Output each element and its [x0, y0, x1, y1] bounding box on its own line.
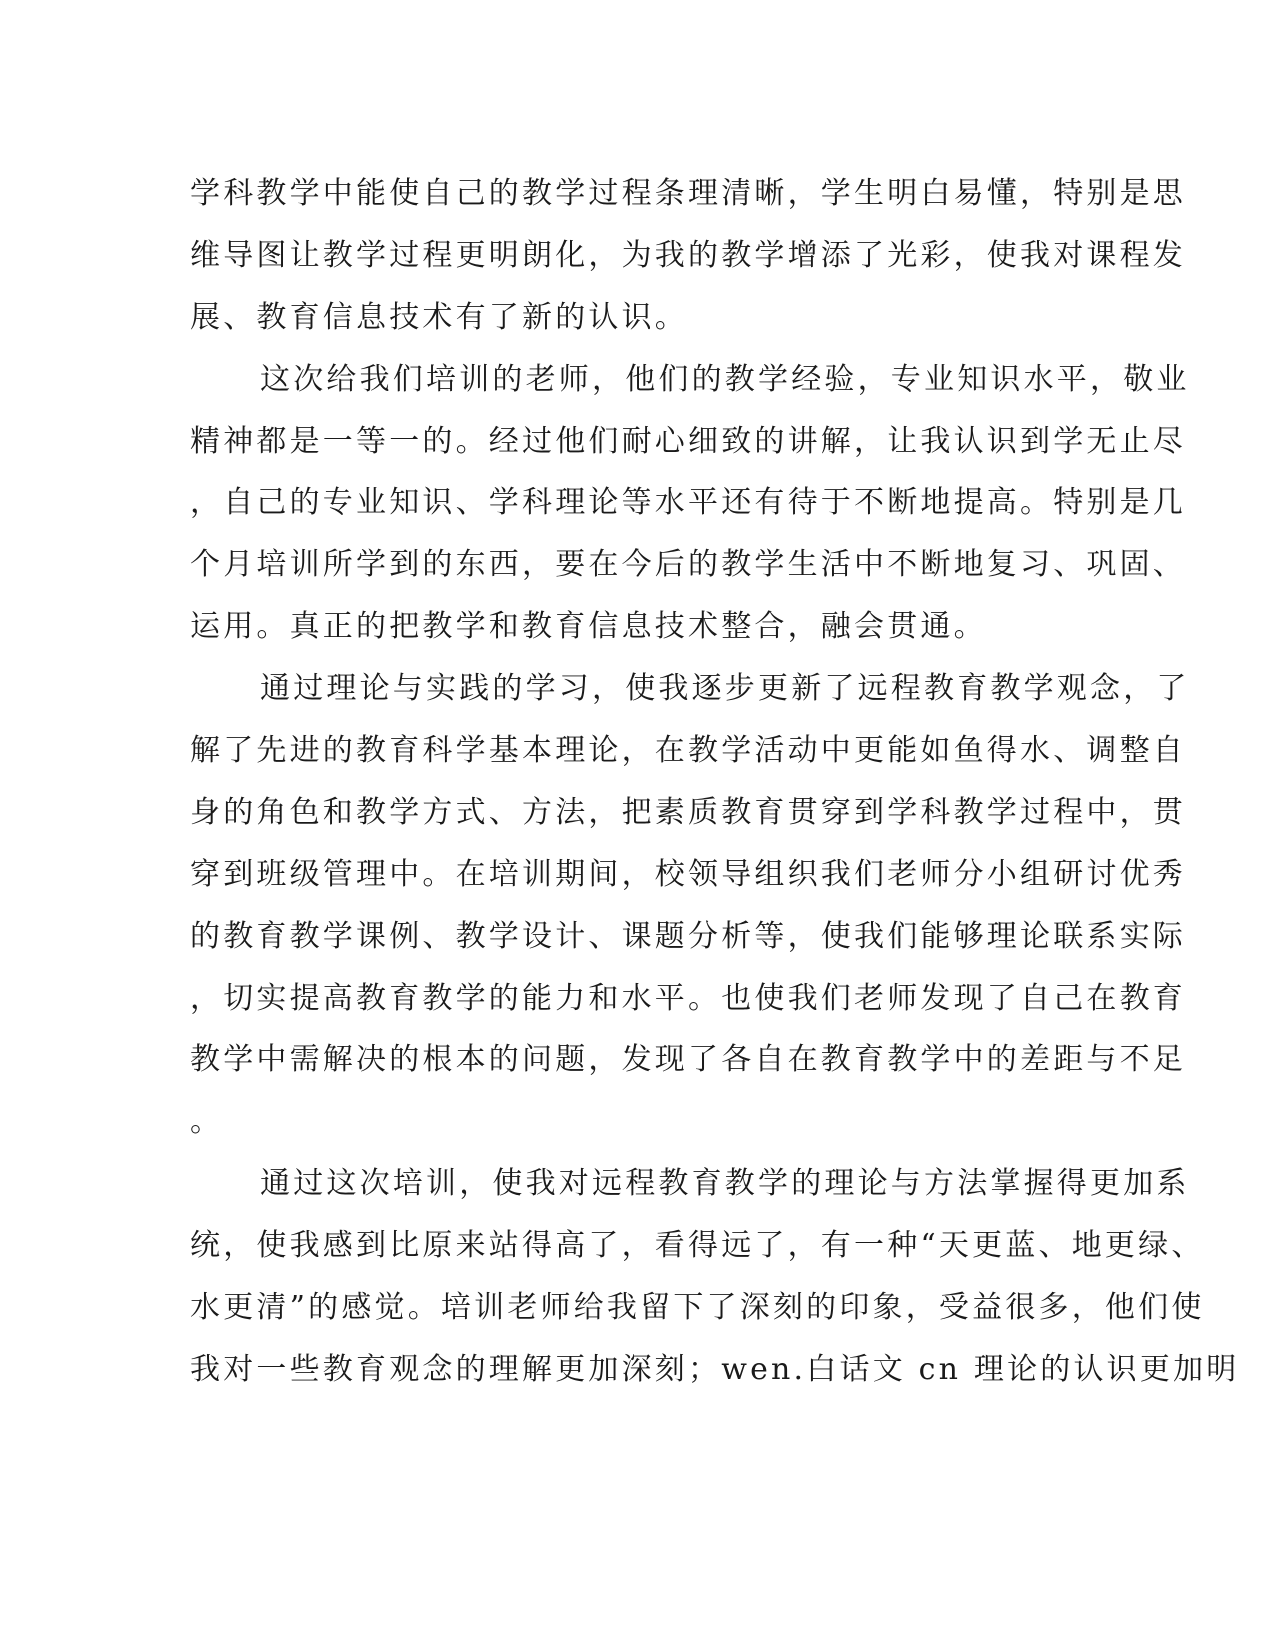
text-line: ，自己的专业知识、学科理论等水平还有待于不断地提高。特别是几: [190, 485, 1186, 521]
text-line: 身的角色和教学方式、方法，把素质教育贯穿到学科教学过程中，贯: [190, 794, 1186, 830]
text-line: 水更清”的感觉。培训老师给我留下了深刻的印象，受益很多，他们使: [190, 1290, 1205, 1326]
text-line: ，切实提高教育教学的能力和水平。也使我们老师发现了自己在教育: [190, 980, 1186, 1016]
text-line: 学科教学中能使自己的教学过程条理清晰，学生明白易懂，特别是思: [190, 176, 1186, 211]
text-line: 解了先进的教育科学基本理论，在教学活动中更能如鱼得水、调整自: [190, 733, 1186, 769]
text-line: 精神都是一等一的。经过他们耐心细致的讲解，让我认识到学无止尽: [190, 423, 1186, 459]
text-line: 教学中需解决的根本的问题，发现了各自在教育教学中的差距与不足: [190, 1042, 1186, 1078]
text-line: 我对一些教育观念的理解更加深刻；wen.白话文 cn 理论的认识更加明: [190, 1351, 1240, 1387]
text-line: 个月培训所学到的东西，要在今后的教学生活中不断地复习、巩固、: [190, 547, 1186, 583]
paragraph-start-line: 这次给我们培训的老师，他们的教学经验，专业知识水平，敬业: [260, 361, 1190, 397]
text-line: 穿到班级管理中。在培训期间，校领导组织我们老师分小组研讨优秀: [190, 856, 1186, 892]
text-line: 展、教育信息技术有了新的认识。: [190, 299, 688, 335]
text-line: 。: [190, 1104, 224, 1140]
paragraph-start-line: 通过这次培训，使我对远程教育教学的理论与方法掌握得更加系: [260, 1166, 1190, 1202]
body-text: [190, 163, 1240, 1401]
text-line: 维导图让教学过程更明朗化，为我的教学增添了光彩，使我对课程发: [190, 237, 1186, 273]
text-line: 运用。真正的把教学和教育信息技术整合，融会贯通。: [190, 609, 987, 645]
paragraph-start-line: 通过理论与实践的学习，使我逐步更新了远程教育教学观念，了: [260, 671, 1190, 707]
text-line: 统，使我感到比原来站得高了，看得远了，有一种“天更蓝、地更绿、: [190, 1228, 1205, 1264]
text-line: 的教育教学课例、教学设计、课题分析等，使我们能够理论联系实际: [190, 918, 1186, 954]
